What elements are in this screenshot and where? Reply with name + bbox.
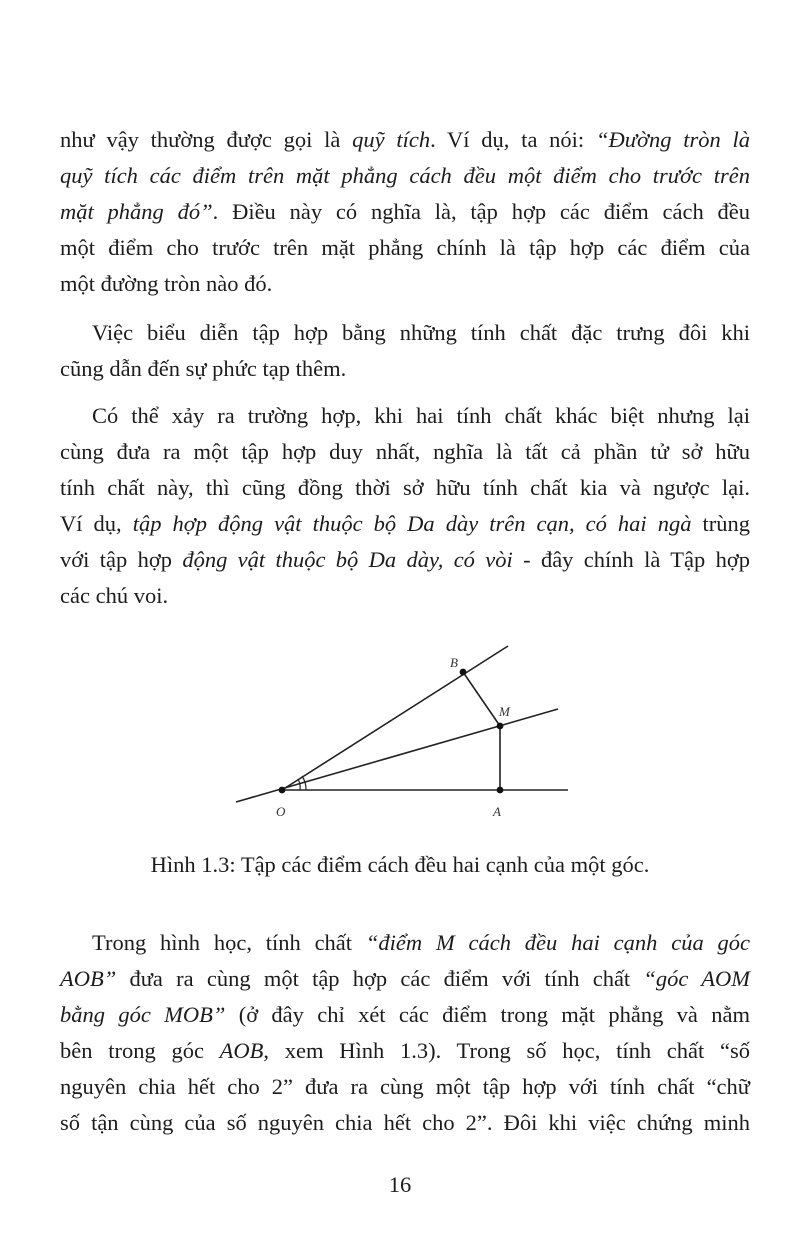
paragraph-2: [60, 315, 750, 387]
text-line: một điểm cho trước trên mặt phẳng chính là tập hợp các điểm của: [60, 235, 750, 260]
figure-caption: Hình 1.3: Tập các điểm cách đều hai cạnh của một góc.: [150, 852, 650, 877]
ray-ob: [282, 646, 508, 790]
text-line: Việc biểu diễn tập hợp bằng những tính chất đặc trưng đôi khi: [92, 320, 750, 345]
text-line: Trong hình học, tính chất “điểm M cách đều hai cạnh của góc: [92, 930, 750, 955]
point-a: [497, 787, 504, 794]
label-m: M: [499, 704, 510, 719]
text-line: với tập hợp động vật thuộc bộ Da dày, có vòi - đây chính là Tập hợp: [60, 547, 750, 572]
text-line: bằng góc MOB” (ở đây chỉ xét các điểm trong mặt phẳng và nằm: [60, 1002, 750, 1027]
point-o: [279, 787, 286, 794]
text-line: số tận cùng của số nguyên chia hết cho 2”. Đôi khi việc chứng minh: [60, 1110, 750, 1135]
point-b: [460, 669, 467, 676]
label-b: B: [450, 655, 458, 670]
label-a: A: [493, 804, 501, 819]
text-line: AOB” đưa ra cùng một tập hợp các điểm với tính chất “góc AOM: [60, 966, 750, 991]
text-line: cùng đưa ra một tập hợp duy nhất, nghĩa là tất cả phần tử sở hữu: [60, 439, 750, 464]
label-o: O: [276, 804, 286, 819]
text-line: cũng dẫn đến sự phức tạp thêm.: [60, 356, 347, 381]
text-line: quỹ tích các điểm trên mặt phẳng cách đều một điểm cho trước trên: [60, 163, 750, 188]
text-line: mặt phẳng đó”. Điều này có nghĩa là, tập hợp các điểm cách đều: [60, 199, 751, 224]
paragraph-3: [60, 398, 750, 614]
point-m: [497, 723, 504, 730]
text-line: các chú voi.: [60, 583, 169, 608]
figure-angle-bisector: [0, 640, 800, 830]
segment-mb: [463, 672, 500, 726]
text-line: bên trong góc AOB, xem Hình 1.3). Trong số học, tính chất “số: [60, 1038, 751, 1063]
text-line: Ví dụ, tập hợp động vật thuộc bộ Da dày trên cạn, có hai ngà trùng: [60, 511, 750, 536]
page-number: 16: [388, 1172, 412, 1197]
text-line: một đường tròn nào đó.: [60, 271, 273, 296]
paragraph-1: [60, 122, 750, 302]
text-line: Có thể xảy ra trường hợp, khi hai tính chất khác biệt nhưng lại: [92, 403, 750, 428]
text-line: tính chất này, thì cũng đồng thời sở hữu tính chất kia và ngược lại.: [60, 475, 750, 500]
paragraph-4: [60, 925, 750, 1141]
text-line: như vậy thường được gọi là quỹ tích. Ví dụ, ta nói: “Đường tròn là: [60, 127, 750, 152]
text-line: nguyên chia hết cho 2” đưa ra cùng một tập hợp với tính chất “chữ: [60, 1074, 750, 1099]
